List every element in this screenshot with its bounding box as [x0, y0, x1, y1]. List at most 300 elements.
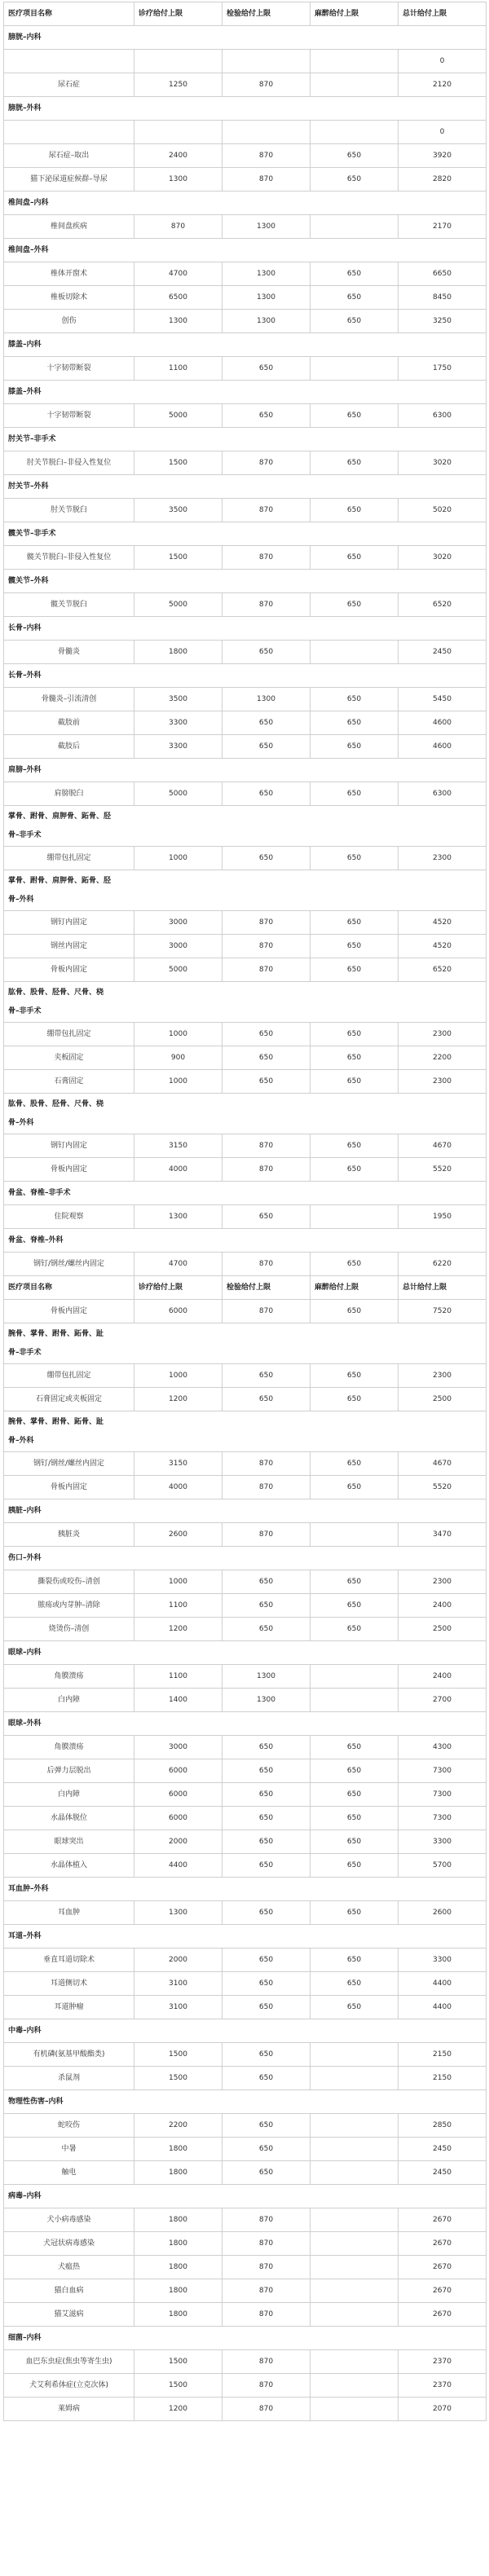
anesthesia-limit-cell — [311, 1665, 399, 1689]
test-limit-cell: 650 — [222, 641, 311, 664]
table-row — [4, 1594, 487, 1618]
category-row — [4, 239, 487, 262]
item-name-cell: 触电 — [4, 2161, 134, 2185]
total-limit-cell: 8450 — [399, 286, 487, 310]
anesthesia-limit-cell: 650 — [311, 1854, 399, 1878]
treatment-limit-cell: 1500 — [134, 2067, 222, 2090]
treatment-limit-cell: 6500 — [134, 286, 222, 310]
item-name-cell: 椎体开窗术 — [4, 262, 134, 286]
treatment-limit-cell: 1100 — [134, 357, 222, 381]
table-row — [4, 1452, 487, 1476]
treatment-limit-cell: 1300 — [134, 1205, 222, 1229]
category-row — [4, 806, 487, 847]
anesthesia-limit-cell — [311, 641, 399, 664]
category-title: 膀胱–外科 — [4, 97, 487, 121]
anesthesia-limit-cell: 650 — [311, 1452, 399, 1476]
category-row — [4, 1182, 487, 1205]
table-row — [4, 1134, 487, 1158]
item-name-cell: 骨板内固定 — [4, 1158, 134, 1182]
anesthesia-limit-cell — [311, 1205, 399, 1229]
anesthesia-limit-cell — [311, 50, 399, 73]
category-title-line: 骨–外科 — [8, 1436, 34, 1445]
item-name-cell: 脓疡或内芽肿–清除 — [4, 1594, 134, 1618]
coverage-table-body — [4, 2, 487, 2421]
category-row — [4, 475, 487, 499]
test-limit-cell: 650 — [222, 1023, 311, 1046]
anesthesia-limit-cell: 650 — [311, 310, 399, 333]
anesthesia-limit-cell — [311, 2161, 399, 2185]
anesthesia-limit-cell — [311, 357, 399, 381]
category-row — [4, 2327, 487, 2350]
table-row — [4, 262, 487, 286]
anesthesia-limit-cell — [311, 2208, 399, 2232]
category-title: 椎间盘–内科 — [4, 192, 487, 215]
category-title-line: 肱骨、股骨、胫骨、尺骨、桡 — [8, 1099, 104, 1108]
table-row — [4, 1689, 487, 1712]
item-name-cell: 蛇咬伤 — [4, 2114, 134, 2138]
medical-coverage-document — [3, 2, 486, 2421]
total-limit-cell: 2500 — [399, 1388, 487, 1411]
total-limit-cell: 3470 — [399, 1523, 487, 1547]
anesthesia-limit-cell: 650 — [311, 1364, 399, 1388]
item-name-cell: 垂直耳道切除术 — [4, 1949, 134, 1972]
total-limit-cell: 2450 — [399, 2161, 487, 2185]
total-limit-cell: 3300 — [399, 1830, 487, 1854]
total-limit-cell: 2400 — [399, 1665, 487, 1689]
total-limit-cell: 4670 — [399, 1134, 487, 1158]
table-row — [4, 2232, 487, 2256]
treatment-limit-cell: 1800 — [134, 641, 222, 664]
item-name-cell: 有机磷(氨基甲酸酯类) — [4, 2043, 134, 2067]
item-name-cell: 猫下泌尿道症候群–导尿 — [4, 168, 134, 192]
test-limit-cell: 1300 — [222, 215, 311, 239]
table-row — [4, 121, 487, 144]
category-title-line: 掌骨、跗骨、肩胛骨、跖骨、胫 — [8, 876, 112, 885]
table-row — [4, 1388, 487, 1411]
category-row — [4, 664, 487, 688]
test-limit-cell: 650 — [222, 1783, 311, 1807]
item-name-cell: 犬小病毒感染 — [4, 2208, 134, 2232]
anesthesia-limit-cell: 650 — [311, 1158, 399, 1182]
anesthesia-limit-cell: 650 — [311, 911, 399, 935]
column-header: 总计给付上限 — [399, 1276, 487, 1300]
table-row — [4, 1996, 487, 2019]
total-limit-cell: 6300 — [399, 404, 487, 428]
table-header-row — [4, 2, 487, 26]
test-limit-cell: 870 — [222, 2374, 311, 2398]
total-limit-cell: 6650 — [399, 262, 487, 286]
test-limit-cell: 650 — [222, 782, 311, 806]
total-limit-cell: 2670 — [399, 2256, 487, 2279]
table-row — [4, 310, 487, 333]
table-row — [4, 2303, 487, 2327]
category-title: 椎间盘–外科 — [4, 239, 487, 262]
total-limit-cell: 5520 — [399, 1158, 487, 1182]
item-name-cell: 莱姆病 — [4, 2398, 134, 2421]
category-row — [4, 1411, 487, 1452]
anesthesia-limit-cell: 650 — [311, 847, 399, 870]
table-row — [4, 1253, 487, 1276]
total-limit-cell: 5020 — [399, 499, 487, 522]
table-row — [4, 1364, 487, 1388]
total-limit-cell: 6520 — [399, 958, 487, 982]
treatment-limit-cell: 1500 — [134, 451, 222, 475]
total-limit-cell: 1950 — [399, 1205, 487, 1229]
table-row — [4, 1476, 487, 1499]
treatment-limit-cell: 3500 — [134, 688, 222, 711]
item-name-cell: 石膏固定或夹板固定 — [4, 1388, 134, 1411]
test-limit-cell: 870 — [222, 1253, 311, 1276]
anesthesia-limit-cell — [311, 2256, 399, 2279]
table-row — [4, 546, 487, 570]
test-limit-cell: 870 — [222, 593, 311, 617]
category-row — [4, 428, 487, 451]
test-limit-cell: 1300 — [222, 688, 311, 711]
table-row — [4, 1854, 487, 1878]
test-limit-cell: 1300 — [222, 262, 311, 286]
total-limit-cell: 2700 — [399, 1689, 487, 1712]
total-limit-cell: 2300 — [399, 1364, 487, 1388]
test-limit-cell: 650 — [222, 2114, 311, 2138]
treatment-limit-cell: 3100 — [134, 1996, 222, 2019]
anesthesia-limit-cell: 650 — [311, 1618, 399, 1641]
treatment-limit-cell: 1200 — [134, 2398, 222, 2421]
category-row — [4, 617, 487, 641]
treatment-limit-cell: 1500 — [134, 2043, 222, 2067]
total-limit-cell: 2850 — [399, 2114, 487, 2138]
table-row — [4, 1046, 487, 1070]
test-limit-cell: 870 — [222, 2256, 311, 2279]
treatment-limit-cell: 6000 — [134, 1300, 222, 1323]
anesthesia-limit-cell: 650 — [311, 451, 399, 475]
table-row — [4, 2398, 487, 2421]
table-header-row — [4, 1276, 487, 1300]
table-row — [4, 1300, 487, 1323]
test-limit-cell: 870 — [222, 1134, 311, 1158]
item-name-cell: 椎间盘疾病 — [4, 215, 134, 239]
category-title-line: 骨–外科 — [8, 1118, 34, 1127]
total-limit-cell: 6300 — [399, 782, 487, 806]
table-row — [4, 688, 487, 711]
total-limit-cell: 6520 — [399, 593, 487, 617]
category-title — [4, 1094, 487, 1134]
category-title: 膝盖–内科 — [4, 333, 487, 357]
test-limit-cell: 650 — [222, 1854, 311, 1878]
item-name-cell: 角膜溃疡 — [4, 1665, 134, 1689]
test-limit-cell: 650 — [222, 2043, 311, 2067]
treatment-limit-cell: 1800 — [134, 2303, 222, 2327]
test-limit-cell: 870 — [222, 1452, 311, 1476]
table-row — [4, 2374, 487, 2398]
item-name-cell: 杀鼠剂 — [4, 2067, 134, 2090]
item-name-cell: 骨板内固定 — [4, 958, 134, 982]
category-title: 耳血肿–外科 — [4, 1878, 487, 1901]
anesthesia-limit-cell — [311, 2350, 399, 2374]
item-name-cell: 钢丝内固定 — [4, 935, 134, 958]
item-name-cell: 石膏固定 — [4, 1070, 134, 1094]
table-row — [4, 935, 487, 958]
test-limit-cell: 870 — [222, 2398, 311, 2421]
total-limit-cell: 2400 — [399, 1594, 487, 1618]
test-limit-cell: 870 — [222, 1476, 311, 1499]
treatment-limit-cell — [134, 50, 222, 73]
category-title — [4, 806, 487, 847]
item-name-cell: 烧烫伤–清创 — [4, 1618, 134, 1641]
category-title-line: 掌骨、跗骨、肩胛骨、跖骨、胫 — [8, 812, 112, 821]
table-row — [4, 1070, 487, 1094]
item-name-cell: 尿石症 — [4, 73, 134, 97]
test-limit-cell: 650 — [222, 735, 311, 759]
treatment-limit-cell: 1000 — [134, 847, 222, 870]
item-name-cell: 犬冠状病毒感染 — [4, 2232, 134, 2256]
category-title — [4, 1411, 487, 1452]
anesthesia-limit-cell: 650 — [311, 144, 399, 168]
column-header: 检验给付上限 — [222, 1276, 311, 1300]
total-limit-cell: 3920 — [399, 144, 487, 168]
item-name-cell: 角膜溃疡 — [4, 1736, 134, 1759]
anesthesia-limit-cell: 650 — [311, 1070, 399, 1094]
test-limit-cell: 650 — [222, 1364, 311, 1388]
test-limit-cell: 870 — [222, 2279, 311, 2303]
table-row — [4, 286, 487, 310]
total-limit-cell: 5520 — [399, 1476, 487, 1499]
total-limit-cell: 2150 — [399, 2067, 487, 2090]
total-limit-cell: 2070 — [399, 2398, 487, 2421]
table-row — [4, 404, 487, 428]
table-row — [4, 451, 487, 475]
table-row — [4, 1570, 487, 1594]
test-limit-cell: 870 — [222, 2350, 311, 2374]
category-title: 眼球–内科 — [4, 1641, 487, 1665]
item-name-cell: 胰脏炎 — [4, 1523, 134, 1547]
category-title: 肘关节–外科 — [4, 475, 487, 499]
total-limit-cell: 2500 — [399, 1618, 487, 1641]
test-limit-cell: 650 — [222, 1759, 311, 1783]
total-limit-cell: 2600 — [399, 1901, 487, 1925]
category-title: 膝盖–外科 — [4, 381, 487, 404]
treatment-limit-cell: 1000 — [134, 1570, 222, 1594]
test-limit-cell: 650 — [222, 404, 311, 428]
category-row — [4, 1925, 487, 1949]
total-limit-cell: 3020 — [399, 451, 487, 475]
treatment-limit-cell: 1200 — [134, 1388, 222, 1411]
test-limit-cell: 650 — [222, 1618, 311, 1641]
category-title-line: 腕骨、掌骨、跗骨、跖骨、趾 — [8, 1329, 104, 1338]
anesthesia-limit-cell — [311, 2279, 399, 2303]
treatment-limit-cell: 3000 — [134, 935, 222, 958]
item-name-cell: 骨髓炎 — [4, 641, 134, 664]
category-row — [4, 1641, 487, 1665]
item-name-cell: 血巴东虫症(焦虫等寄生虫) — [4, 2350, 134, 2374]
anesthesia-limit-cell: 650 — [311, 935, 399, 958]
total-limit-cell: 5700 — [399, 1854, 487, 1878]
treatment-limit-cell: 3150 — [134, 1452, 222, 1476]
table-row — [4, 50, 487, 73]
table-row — [4, 1972, 487, 1996]
total-limit-cell: 4600 — [399, 711, 487, 735]
test-limit-cell: 650 — [222, 1830, 311, 1854]
anesthesia-limit-cell: 650 — [311, 593, 399, 617]
table-row — [4, 593, 487, 617]
anesthesia-limit-cell: 650 — [311, 1996, 399, 2019]
category-title — [4, 1323, 487, 1364]
table-row — [4, 911, 487, 935]
item-name-cell: 绷带包扎固定 — [4, 847, 134, 870]
total-limit-cell: 2300 — [399, 1570, 487, 1594]
table-row — [4, 1665, 487, 1689]
item-name-cell: 肩膀脱臼 — [4, 782, 134, 806]
total-limit-cell: 6220 — [399, 1253, 487, 1276]
table-row — [4, 782, 487, 806]
treatment-limit-cell: 4000 — [134, 1158, 222, 1182]
category-title: 骨盆、脊椎–外科 — [4, 1229, 487, 1253]
item-name-cell: 肘关节脱臼–非侵入性复位 — [4, 451, 134, 475]
category-row — [4, 2090, 487, 2114]
test-limit-cell: 870 — [222, 2303, 311, 2327]
anesthesia-limit-cell: 650 — [311, 958, 399, 982]
anesthesia-limit-cell: 650 — [311, 1807, 399, 1830]
treatment-limit-cell: 4400 — [134, 1854, 222, 1878]
test-limit-cell: 1300 — [222, 1689, 311, 1712]
treatment-limit-cell: 1800 — [134, 2208, 222, 2232]
item-name-cell: 肘关节脱臼 — [4, 499, 134, 522]
item-name-cell: 白内障 — [4, 1689, 134, 1712]
test-limit-cell: 870 — [222, 2208, 311, 2232]
test-limit-cell — [222, 50, 311, 73]
total-limit-cell: 0 — [399, 121, 487, 144]
total-limit-cell: 2170 — [399, 215, 487, 239]
total-limit-cell: 2670 — [399, 2232, 487, 2256]
item-name-cell: 绷带包扎固定 — [4, 1023, 134, 1046]
item-name-cell: 创伤 — [4, 310, 134, 333]
treatment-limit-cell: 1800 — [134, 2256, 222, 2279]
category-title-line: 腕骨、掌骨、跗骨、跖骨、趾 — [8, 1417, 104, 1426]
anesthesia-limit-cell: 650 — [311, 262, 399, 286]
test-limit-cell: 1300 — [222, 286, 311, 310]
treatment-limit-cell: 6000 — [134, 1759, 222, 1783]
treatment-limit-cell: 1800 — [134, 2138, 222, 2161]
treatment-limit-cell: 2600 — [134, 1523, 222, 1547]
test-limit-cell: 870 — [222, 911, 311, 935]
total-limit-cell: 0 — [399, 50, 487, 73]
category-title: 肘关节–非手术 — [4, 428, 487, 451]
test-limit-cell: 650 — [222, 847, 311, 870]
item-name-cell: 截肢后 — [4, 735, 134, 759]
item-name-cell: 骨髓炎–引流清创 — [4, 688, 134, 711]
anesthesia-limit-cell — [311, 2067, 399, 2090]
table-row — [4, 1901, 487, 1925]
treatment-limit-cell: 1500 — [134, 2350, 222, 2374]
treatment-limit-cell: 1500 — [134, 2374, 222, 2398]
test-limit-cell: 650 — [222, 1949, 311, 1972]
treatment-limit-cell: 1000 — [134, 1364, 222, 1388]
column-header: 医疗项目名称 — [4, 1276, 134, 1300]
treatment-limit-cell: 6000 — [134, 1807, 222, 1830]
test-limit-cell: 650 — [222, 1388, 311, 1411]
total-limit-cell: 3300 — [399, 1949, 487, 1972]
anesthesia-limit-cell: 650 — [311, 1570, 399, 1594]
item-name-cell: 猫艾滋病 — [4, 2303, 134, 2327]
treatment-limit-cell: 1400 — [134, 1689, 222, 1712]
category-row — [4, 570, 487, 593]
total-limit-cell: 4520 — [399, 935, 487, 958]
table-row — [4, 357, 487, 381]
treatment-limit-cell: 1000 — [134, 1023, 222, 1046]
item-name-cell: 耳血肿 — [4, 1901, 134, 1925]
treatment-limit-cell: 900 — [134, 1046, 222, 1070]
category-row — [4, 26, 487, 50]
anesthesia-limit-cell — [311, 2398, 399, 2421]
anesthesia-limit-cell: 650 — [311, 1023, 399, 1046]
table-row — [4, 1830, 487, 1854]
treatment-limit-cell: 3000 — [134, 911, 222, 935]
anesthesia-limit-cell — [311, 1689, 399, 1712]
category-row — [4, 1712, 487, 1736]
treatment-limit-cell: 1500 — [134, 546, 222, 570]
category-title-line: 骨–非手术 — [8, 1348, 42, 1357]
item-name-cell: 水晶体脱位 — [4, 1807, 134, 1830]
treatment-limit-cell: 4700 — [134, 262, 222, 286]
table-row — [4, 1618, 487, 1641]
item-name-cell: 猫白血病 — [4, 2279, 134, 2303]
table-row — [4, 2138, 487, 2161]
test-limit-cell: 870 — [222, 1300, 311, 1323]
treatment-limit-cell: 4000 — [134, 1476, 222, 1499]
item-name-cell: 钢钉/钢丝/螺丝内固定 — [4, 1253, 134, 1276]
category-title-line: 骨–非手术 — [8, 1006, 42, 1015]
total-limit-cell: 2370 — [399, 2350, 487, 2374]
anesthesia-limit-cell — [311, 1523, 399, 1547]
anesthesia-limit-cell: 650 — [311, 1300, 399, 1323]
column-header: 总计给付上限 — [399, 2, 487, 26]
item-name-cell: 犬艾利希体症(立克次体) — [4, 2374, 134, 2398]
treatment-limit-cell: 1300 — [134, 168, 222, 192]
total-limit-cell: 2820 — [399, 168, 487, 192]
category-title: 胰脏–内科 — [4, 1499, 487, 1523]
item-name-cell: 髋关节脱臼 — [4, 593, 134, 617]
category-title — [4, 870, 487, 911]
column-header: 麻醉给付上限 — [311, 1276, 399, 1300]
treatment-limit-cell: 2400 — [134, 144, 222, 168]
test-limit-cell: 870 — [222, 2232, 311, 2256]
treatment-limit-cell: 5000 — [134, 958, 222, 982]
total-limit-cell: 2300 — [399, 847, 487, 870]
table-row — [4, 1759, 487, 1783]
category-row — [4, 982, 487, 1023]
total-limit-cell: 7520 — [399, 1300, 487, 1323]
table-row — [4, 1205, 487, 1229]
anesthesia-limit-cell: 650 — [311, 1594, 399, 1618]
anesthesia-limit-cell — [311, 2114, 399, 2138]
anesthesia-limit-cell: 650 — [311, 1783, 399, 1807]
test-limit-cell: 870 — [222, 935, 311, 958]
anesthesia-limit-cell: 650 — [311, 1046, 399, 1070]
test-limit-cell: 650 — [222, 2067, 311, 2090]
total-limit-cell: 1750 — [399, 357, 487, 381]
item-name-cell: 夹板固定 — [4, 1046, 134, 1070]
total-limit-cell: 2120 — [399, 73, 487, 97]
treatment-limit-cell: 1100 — [134, 1594, 222, 1618]
anesthesia-limit-cell: 650 — [311, 1830, 399, 1854]
category-title: 膀胱–内科 — [4, 26, 487, 50]
table-row — [4, 1523, 487, 1547]
item-name-cell: 截肢前 — [4, 711, 134, 735]
category-title: 髋关节–外科 — [4, 570, 487, 593]
total-limit-cell: 7300 — [399, 1783, 487, 1807]
anesthesia-limit-cell — [311, 215, 399, 239]
item-name-cell: 耳道侧切术 — [4, 1972, 134, 1996]
anesthesia-limit-cell: 650 — [311, 1253, 399, 1276]
